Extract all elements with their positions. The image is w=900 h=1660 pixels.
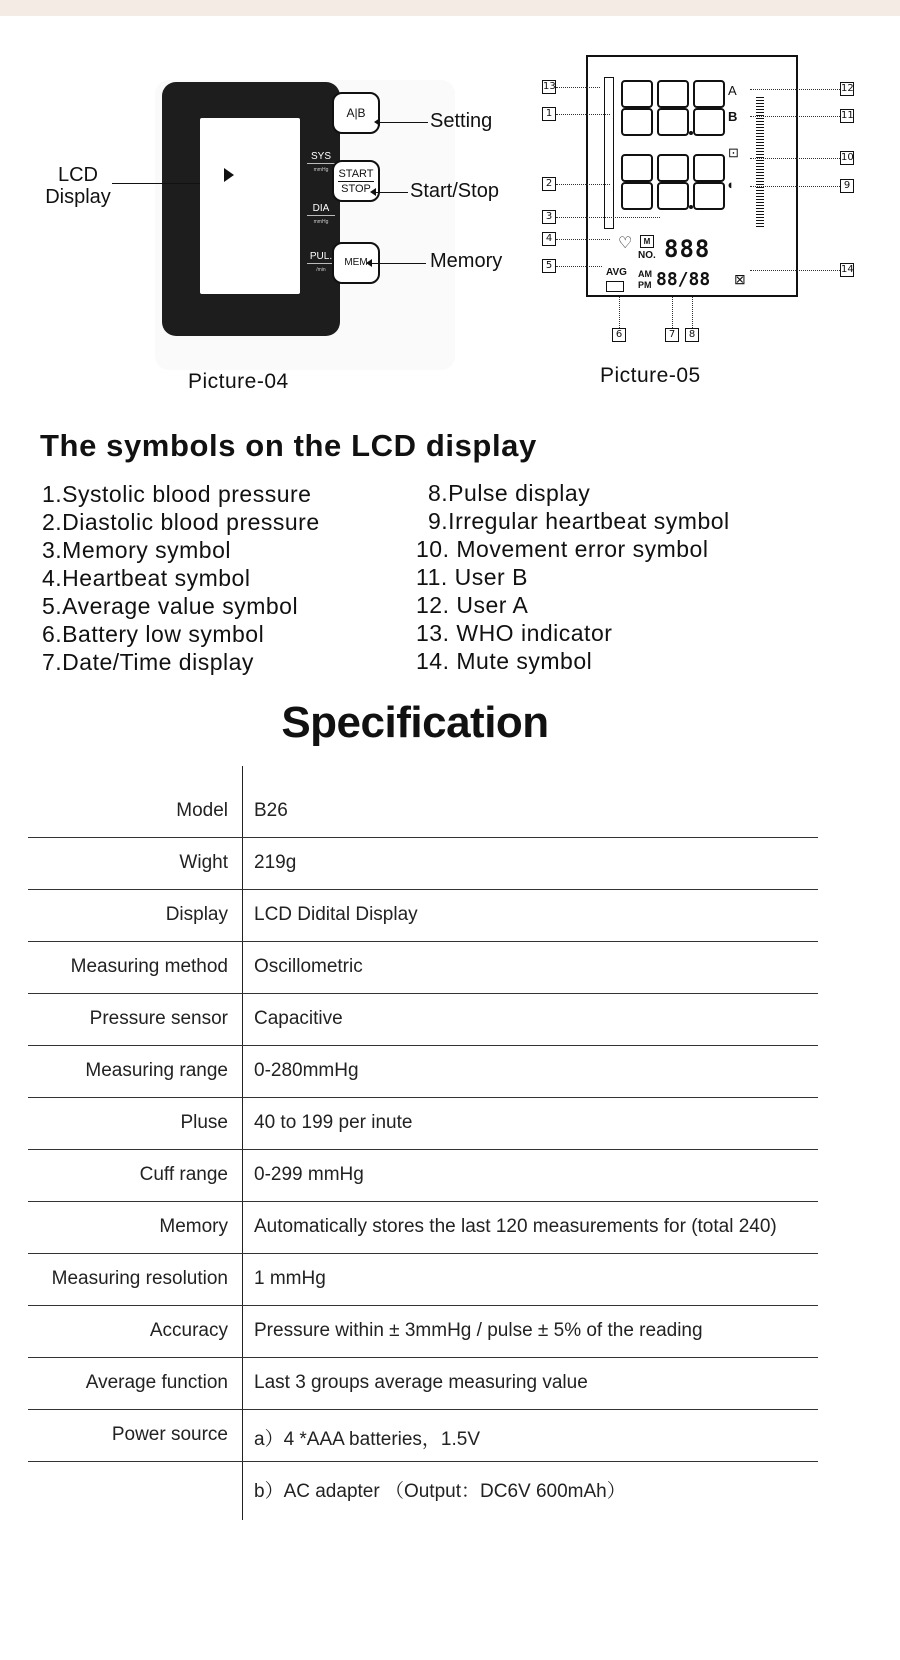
start-stop-button[interactable]: START STOP xyxy=(332,160,380,202)
spec-value: Oscillometric xyxy=(254,956,363,977)
user-b-icon: B xyxy=(728,109,738,124)
spec-key: Measuring method xyxy=(70,956,228,977)
callout-11: 11 xyxy=(841,110,854,121)
spec-key: Power source xyxy=(111,1424,228,1445)
callout-line-12 xyxy=(750,89,840,90)
lcd-pointer-arrow-icon xyxy=(224,168,234,182)
spec-row xyxy=(28,994,818,1046)
lcd-display-label: LCD Display xyxy=(45,164,111,208)
symbol-item-11: 11. User B xyxy=(416,564,528,590)
irregular-heartbeat-icon: ◖ xyxy=(726,177,734,192)
symbol-item-5: 5.Average value symbol xyxy=(42,593,299,619)
battery-low-icon xyxy=(606,281,624,292)
setting-label: Setting xyxy=(430,110,493,132)
spec-row xyxy=(28,1410,818,1462)
spec-row xyxy=(28,1150,818,1202)
callout-4: 4 xyxy=(542,232,556,246)
startstop-arrow-icon xyxy=(370,188,376,196)
startstop-leader xyxy=(374,192,408,193)
spec-row xyxy=(28,942,818,994)
setting-leader xyxy=(378,122,428,123)
spec-row xyxy=(28,1098,818,1150)
callout-line-3 xyxy=(556,217,660,218)
callout-3: 3 xyxy=(542,210,556,224)
callout-13: 13 xyxy=(543,81,556,92)
callout-line-8 xyxy=(692,297,693,328)
spec-value: 40 to 199 per inute xyxy=(254,1112,413,1133)
callout-10: 10 xyxy=(841,152,854,163)
lcd-frame xyxy=(586,55,798,297)
user-a-icon: A xyxy=(728,83,737,98)
memory-arrow-icon xyxy=(366,259,372,267)
setting-button[interactable]: A|B xyxy=(332,92,380,134)
spec-key: Memory xyxy=(159,1216,228,1237)
spec-value: 1 mmHg xyxy=(254,1268,326,1289)
symbol-item-6: 6.Battery low symbol xyxy=(42,621,265,647)
pul-tag: PUL. /min xyxy=(307,252,335,275)
dia-tag: DIA mmHg xyxy=(307,204,335,227)
callout-12: 12 xyxy=(841,83,854,94)
callout-line-5 xyxy=(556,266,602,267)
symbol-item-1: 1.Systolic blood pressure xyxy=(42,481,312,507)
callout-5: 5 xyxy=(542,259,556,273)
spec-value: Automatically stores the last 120 measurements for (total 240) xyxy=(254,1216,777,1237)
specification-title: Specification xyxy=(281,698,549,747)
picture-05-caption: Picture-05 xyxy=(600,364,701,387)
spec-key: Measuring resolution xyxy=(51,1268,228,1289)
spec-value: LCD Didital Display xyxy=(254,904,418,925)
symbol-item-4: 4.Heartbeat symbol xyxy=(42,565,251,591)
movement-error-icon: ⊡ xyxy=(728,145,739,160)
spec-value: 0-299 mmHg xyxy=(254,1164,364,1185)
spec-value: B26 xyxy=(254,800,288,821)
callout-6: 6 xyxy=(612,328,626,342)
symbol-item-10: 10. Movement error symbol xyxy=(416,536,709,562)
setting-arrow-icon xyxy=(374,118,380,126)
symbol-item-8: 8.Pulse display xyxy=(428,480,591,506)
memory-button[interactable]: MEM xyxy=(332,242,380,284)
callout-8: 8 xyxy=(685,328,699,342)
spec-row xyxy=(28,838,818,890)
callout-1: 1 xyxy=(542,107,556,121)
spec-row xyxy=(28,890,818,942)
symbol-item-9: 9.Irregular heartbeat symbol xyxy=(428,508,730,534)
spec-row xyxy=(28,786,818,838)
spec-value: Last 3 groups average measuring value xyxy=(254,1372,588,1393)
memory-m-icon: M xyxy=(640,235,654,248)
callout-line-11 xyxy=(750,116,840,117)
symbol-item-13: 13. WHO indicator xyxy=(416,620,613,646)
spec-key: Wight xyxy=(179,852,228,873)
callout-14: 14 xyxy=(841,264,854,275)
callout-line-10 xyxy=(750,158,840,159)
sys-tag: SYS mmHg xyxy=(307,152,335,175)
date-time-digits: 88/88 xyxy=(656,269,711,290)
spec-key: Pressure sensor xyxy=(89,1008,228,1029)
spec-key: Accuracy xyxy=(149,1320,228,1341)
memory-leader xyxy=(370,263,426,264)
spec-row xyxy=(28,1046,818,1098)
picture-05-lcd-schematic xyxy=(530,45,870,355)
pulse-digits: 888 xyxy=(664,235,711,263)
top-band xyxy=(0,0,900,16)
spec-key: Model xyxy=(176,800,228,821)
mute-icon: ⊠ xyxy=(734,271,746,287)
callout-line-6 xyxy=(619,297,620,328)
callout-7: 7 xyxy=(665,328,679,342)
spec-value: 219g xyxy=(254,852,297,873)
spec-key: Measuring range xyxy=(85,1060,228,1081)
spec-key: Cuff range xyxy=(139,1164,228,1185)
callout-line-1 xyxy=(556,114,610,115)
spec-value: a）4 *AAA batteries，1.5V xyxy=(254,1429,481,1450)
spec-key: Average function xyxy=(85,1372,228,1393)
spec-row xyxy=(28,1462,818,1514)
callout-line-13 xyxy=(556,87,600,88)
callout-2: 2 xyxy=(542,177,556,191)
callout-line-7 xyxy=(672,297,673,328)
symbol-item-7: 7.Date/Time display xyxy=(42,649,254,675)
callout-line-14 xyxy=(750,270,840,271)
symbol-item-3: 3.Memory symbol xyxy=(42,537,231,563)
spec-key: Pluse xyxy=(180,1112,228,1133)
bp-digit-display xyxy=(612,75,742,225)
symbols-title: The symbols on the LCD display xyxy=(40,428,537,463)
memory-label: Memory xyxy=(430,250,503,272)
spec-row xyxy=(28,1202,818,1254)
picture-04-device xyxy=(40,60,560,370)
no-label: NO. xyxy=(638,250,656,261)
heart-icon: ♡ xyxy=(618,235,633,252)
spec-value: Capacitive xyxy=(254,1008,343,1029)
device-lcd-window xyxy=(200,118,300,294)
spec-value: Pressure within ± 3mmHg / pulse ± 5% of the reading xyxy=(254,1320,703,1341)
spec-value: b）AC adapter （Output：DC6V 600mAh） xyxy=(254,1481,626,1502)
callout-9: 9 xyxy=(840,179,854,193)
symbol-item-12: 12. User A xyxy=(416,592,529,618)
spec-key: Display xyxy=(165,904,228,925)
avg-label: AVG xyxy=(606,267,627,278)
lcd-leader-line xyxy=(112,183,200,184)
spec-row xyxy=(28,1358,818,1410)
pm-label: PM xyxy=(638,280,652,290)
spec-row xyxy=(28,1254,818,1306)
callout-line-2 xyxy=(556,184,610,185)
symbol-item-2: 2.Diastolic blood pressure xyxy=(42,509,320,535)
spec-row xyxy=(28,1306,818,1358)
callout-line-4 xyxy=(556,239,610,240)
picture-04-caption: Picture-04 xyxy=(188,370,289,393)
spec-value: 0-280mmHg xyxy=(254,1060,359,1081)
device-screen-bezel xyxy=(162,82,340,336)
callout-line-9 xyxy=(750,186,840,187)
symbol-item-14: 14. Mute symbol xyxy=(416,648,593,674)
am-label: AM xyxy=(638,269,652,279)
startstop-label: Start/Stop xyxy=(410,180,499,202)
